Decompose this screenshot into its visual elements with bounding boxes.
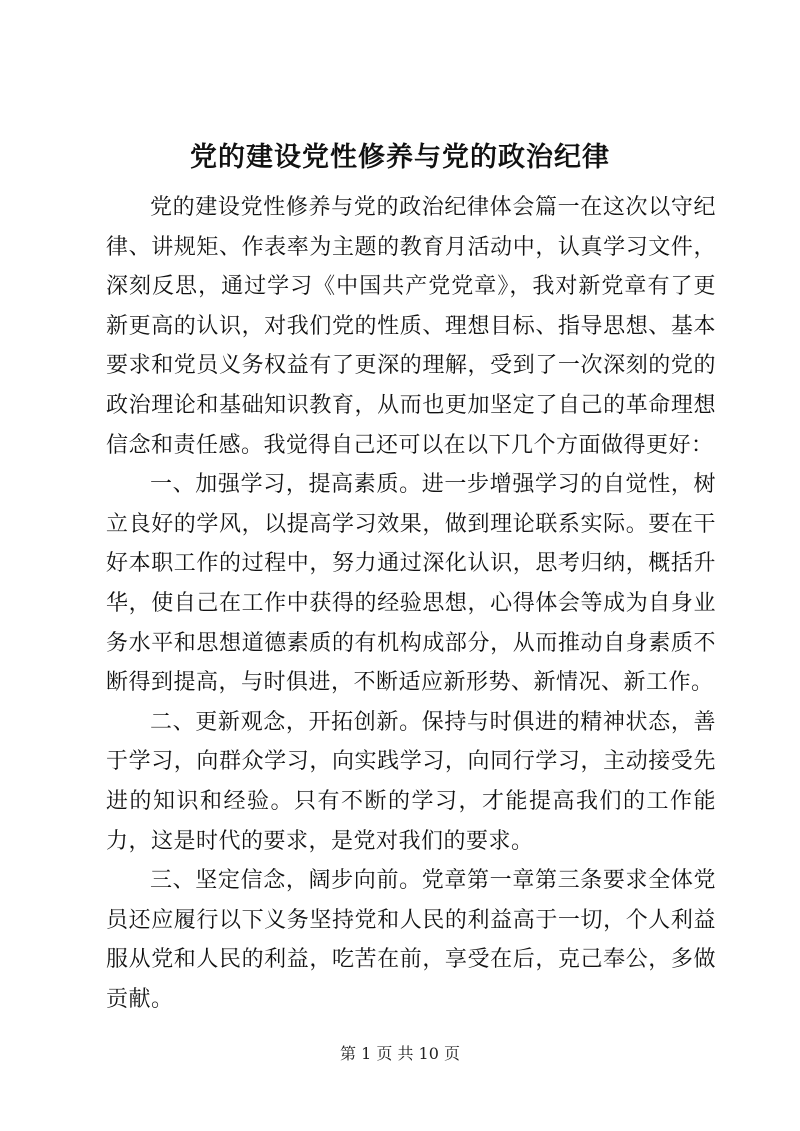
paragraph-point-1: 一、加强学习，提高素质。进一步增强学习的自觉性，树立良好的学风，以提高学习效果，做到理论联系实际。要在干好本职工作的过程中，努力通过深化认识，思考归纳，概括升华，使自己在工作中获得的经验思想，心得体会等成为自身业务水平和思想道德素质的有机构成部分，从而推动自身素质不断得到提高，与时俱进，不断适应新形势、新情况、新工作。: [106, 472, 716, 696]
page-number-label: 第 1 页 共 10 页: [340, 1044, 460, 1063]
paragraph-point-3: 三、坚定信念，阔步向前。党章第一章第三条要求全体党员还应履行以下义务坚持党和人民的利益高于一切，个人利益服从党和人民的利益，吃苦在前，享受在后，克己奉公，多做贡献。: [106, 868, 716, 1012]
document-body: [106, 188, 716, 1019]
paragraph-point-2: 二、更新观念，开拓创新。保持与时俱进的精神状态，善于学习，向群众学习，向实践学习，向同行学习，主动接受先进的知识和经验。只有不断的学习，才能提高我们的工作能力，这是时代的要求，是党对我们的要求。: [106, 709, 716, 854]
document-title: 党的建设党性修养与党的政治纪律: [190, 142, 610, 173]
paragraph-intro: 党的建设党性修养与党的政治纪律体会篇一在这次以守纪律、讲规矩、作表率为主题的教育月活动中，认真学习文件，深刻反思，通过学习《中国共产党党章》，我对新党章有了更新更高的认识，对我们党的性质、理想目标、指导思想、基本要求和党员义务权益有了更深的理解，受到了一次深刻的党的政治理论和基础知识教育，从而也更加坚定了自己的革命理想信念和责任感。我觉得自己还可以在以下几个方面做得更好：: [106, 195, 716, 458]
page-footer: [0, 1043, 800, 1065]
